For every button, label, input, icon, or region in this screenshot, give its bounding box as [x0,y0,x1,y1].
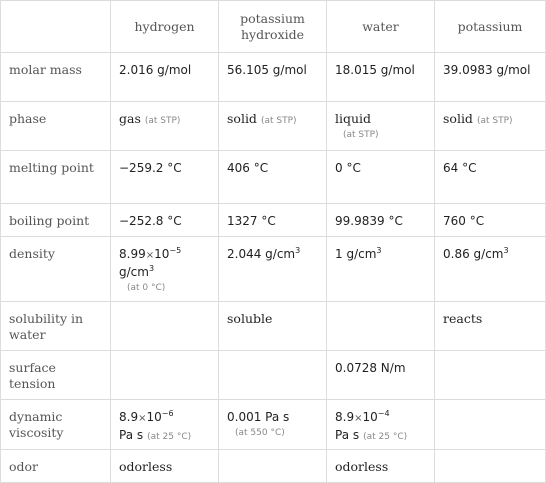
row-label-solubility: solubility in water [1,302,111,351]
times-sign: × [145,250,155,261]
cell-potassium-boiling-point: 760 °C [435,204,546,237]
unit-exponent: 3 [148,264,155,273]
cell-water-molar-mass: 18.015 g/mol [327,53,435,102]
condition-note: (at 25 °C) [147,432,192,442]
density-exponent: −5 [169,246,182,255]
table-row-density [1,237,546,302]
header-row [1,1,546,53]
cell-potassium-density [435,237,546,302]
unit-exponent: 3 [376,246,382,255]
table-row-melting-point [1,151,546,204]
row-label-density: density [1,237,111,302]
viscosity-unit: Pa s [119,428,144,442]
row-label-phase: phase [1,102,111,151]
cell-water-solubility [327,302,435,351]
cell-hydrogen-solubility [111,302,219,351]
corner-cell [1,1,111,53]
condition-note: (at STP) [260,116,297,126]
density-base: 10 [154,247,170,261]
table-row-odor [1,450,546,483]
viscosity-mantissa: 8.9 [335,410,355,424]
table-row-surface-tension [1,351,546,400]
table-row-dynamic-viscosity [1,400,546,450]
viscosity-base: 10 [146,410,162,424]
row-label-surface-tension: surface tension [1,351,111,400]
row-label-boiling-point: boiling point [1,204,111,237]
phase-value: solid [227,111,257,126]
table-row-phase [1,102,546,151]
viscosity-exponent: −4 [377,409,390,418]
cell-water-density [327,237,435,302]
row-label-odor: odor [1,450,111,483]
cell-potassium-odor [435,450,546,483]
cell-potassium-melting-point: 64 °C [435,151,546,204]
cell-koh-surface-tension [219,351,327,400]
table-row-boiling-point [1,204,546,237]
cell-hydrogen-melting-point: −259.2 °C [111,151,219,204]
cell-water-viscosity [327,400,435,450]
condition-note: (at 550 °C) [235,428,285,438]
cell-koh-molar-mass: 56.105 g/mol [219,53,327,102]
cell-hydrogen-odor: odorless [111,450,219,483]
cell-koh-viscosity [219,400,327,450]
cell-hydrogen-molar-mass: 2.016 g/mol [111,53,219,102]
viscosity-mantissa: 8.9 [119,410,139,424]
cell-water-boiling-point: 99.9839 °C [327,204,435,237]
cell-water-phase [327,102,435,151]
column-header-hydrogen: hydrogen [111,1,219,53]
cell-water-melting-point: 0 °C [327,151,435,204]
row-label-dynamic-viscosity: dynamic viscosity [1,400,111,450]
cell-hydrogen-density [111,237,219,302]
cell-koh-melting-point: 406 °C [219,151,327,204]
density-unit: g/cm [119,265,149,279]
condition-note: (at 0 °C) [127,283,166,293]
phase-value: gas [119,111,141,126]
times-sign: × [354,413,363,424]
viscosity-value: 0.001 Pa s [227,410,290,424]
cell-koh-odor [219,450,327,483]
phase-value: liquid [335,111,372,126]
cell-potassium-viscosity [435,400,546,450]
column-header-water: water [327,1,435,53]
cell-koh-phase [219,102,327,151]
density-value: 0.86 g/cm [443,247,504,261]
condition-note: (at STP) [343,130,379,140]
condition-note: (at 25 °C) [363,432,408,442]
cell-water-odor: odorless [327,450,435,483]
viscosity-unit: Pa s [335,428,360,442]
cell-koh-solubility: soluble [219,302,327,351]
viscosity-base: 10 [362,410,378,424]
column-header-potassium: potassium [435,1,546,53]
cell-potassium-solubility: reacts [435,302,546,351]
phase-value: solid [443,111,473,126]
cell-hydrogen-surface-tension [111,351,219,400]
cell-potassium-surface-tension [435,351,546,400]
cell-hydrogen-boiling-point: −252.8 °C [111,204,219,237]
density-value: 1 g/cm [335,247,377,261]
unit-exponent: 3 [503,246,509,255]
cell-hydrogen-phase [111,102,219,151]
condition-note: (at STP) [144,116,181,126]
table-row-molar-mass [1,53,546,102]
cell-hydrogen-viscosity [111,400,219,450]
unit-exponent: 3 [295,246,301,255]
cell-potassium-molar-mass: 39.0983 g/mol [435,53,546,102]
condition-note: (at STP) [476,116,513,126]
column-header-potassium-hydroxide: potassium hydroxide [219,1,327,53]
row-label-molar-mass: molar mass [1,53,111,102]
table-row-solubility [1,302,546,351]
times-sign: × [138,413,147,424]
viscosity-exponent: −6 [161,409,174,418]
row-label-melting-point: melting point [1,151,111,204]
cell-koh-boiling-point: 1327 °C [219,204,327,237]
density-value: 2.044 g/cm [227,247,296,261]
density-mantissa: 8.99 [119,247,146,261]
cell-potassium-phase [435,102,546,151]
cell-koh-density [219,237,327,302]
cell-water-surface-tension: 0.0728 N/m [327,351,435,400]
